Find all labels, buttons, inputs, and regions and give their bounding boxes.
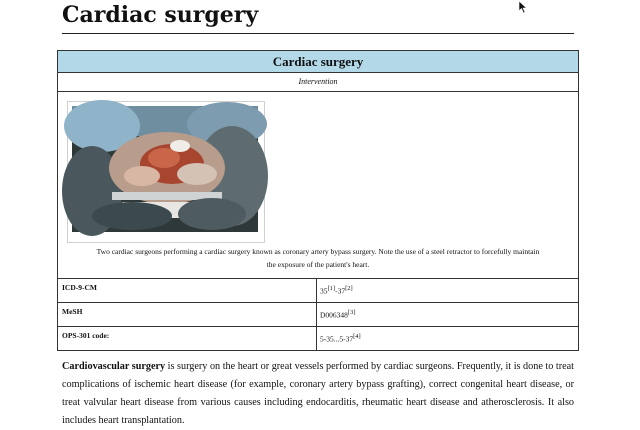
- caption-line-1: Two cardiac surgeons performing a cardiac surgery known as coronary artery bypass surgery. Note the use of a steel retractor to forcefully maintain: [96, 247, 540, 256]
- page-title: Cardiac surgery: [62, 2, 259, 28]
- lead-term: Cardiovascular surgery: [62, 361, 166, 372]
- row-value: [317, 303, 578, 326]
- article-lead-paragraph: [62, 358, 574, 430]
- value-text: 5-35...5-37: [320, 334, 354, 344]
- lead-text: is surgery on the heart or great vessels performed by cardiac surgeons. Frequently, it is done to treat complications of ischemic heart disease (for example, coronary artery bypass grafting), correct congenital heart disease, or treat valvular heart disease from various causes including endocarditis, rheumatic heart disease and atherosclerosis. It also includes heart transplantation.: [62, 361, 574, 426]
- row-label: ICD-9-CM: [58, 279, 317, 302]
- citation-link[interactable]: [1]: [327, 285, 336, 292]
- infobox-header: Cardiac surgery: [58, 51, 578, 73]
- row-label: OPS-301 code:: [58, 327, 317, 350]
- caption-line-2: the exposure of the patient's heart.: [266, 260, 370, 269]
- row-value: [317, 327, 578, 350]
- infobox-row-ops301: [58, 327, 578, 350]
- citation-link[interactable]: [3]: [347, 309, 356, 316]
- value-text: -37: [335, 286, 346, 296]
- infobox-row-icd9: [58, 279, 578, 303]
- citation-link[interactable]: [2]: [345, 285, 353, 292]
- infobox-subheader: Intervention: [58, 73, 578, 92]
- surgery-photo-icon: [72, 106, 258, 232]
- value-text[interactable]: D006348: [320, 310, 348, 320]
- title-divider: [62, 33, 574, 34]
- mouse-pointer-icon: [518, 0, 528, 14]
- surgery-photo[interactable]: [67, 101, 265, 243]
- row-value: [317, 279, 578, 302]
- image-caption: [60, 245, 576, 271]
- value-text: 35: [320, 286, 328, 296]
- infobox: [57, 50, 579, 351]
- row-label: MeSH: [58, 303, 317, 326]
- infobox-row-mesh: [58, 303, 578, 327]
- infobox-image-section: [58, 92, 578, 279]
- citation-link[interactable]: [4]: [353, 333, 361, 340]
